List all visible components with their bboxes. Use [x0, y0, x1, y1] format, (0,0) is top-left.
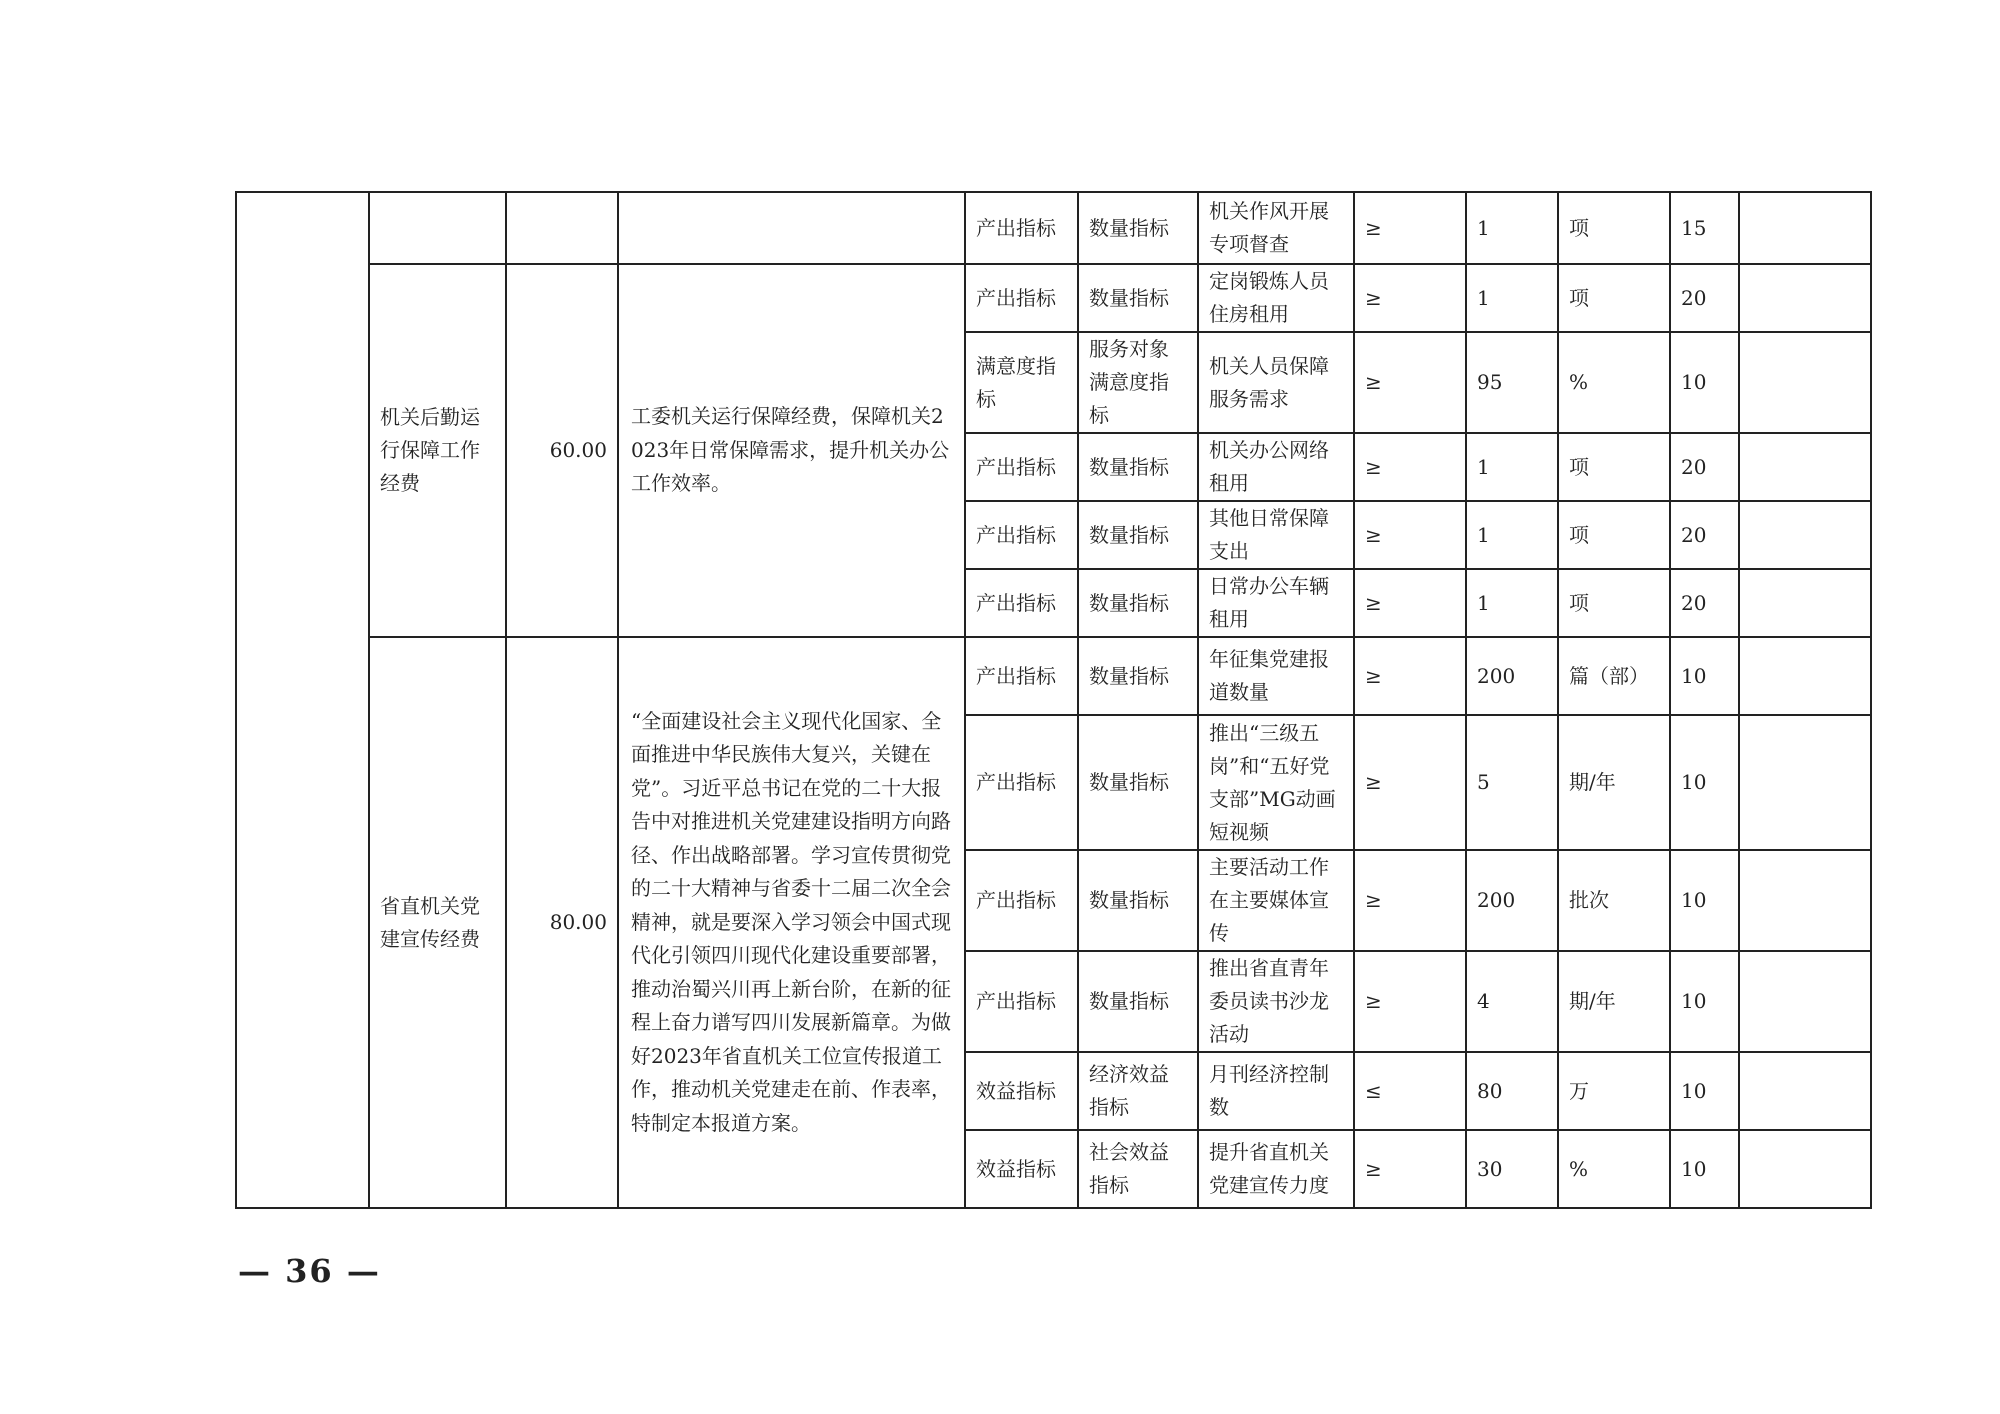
indicator-level3: 机关人员保障服务需求 — [1198, 332, 1354, 433]
remark — [1739, 433, 1871, 501]
performance-indicator-table — [235, 191, 1872, 1209]
score-weight: 10 — [1670, 1052, 1739, 1130]
indicator-level2: 数量指标 — [1078, 264, 1198, 332]
project-description: 工委机关运行保障经费，保障机关2023年日常保障需求，提升机关办公工作效率。 — [618, 264, 965, 637]
indicator-level2: 数量指标 — [1078, 951, 1198, 1052]
score-weight: 10 — [1670, 850, 1739, 951]
indicator-level1: 产出指标 — [965, 264, 1078, 332]
indicator-level2: 数量指标 — [1078, 433, 1198, 501]
indicator-row — [236, 192, 1871, 264]
indicator-level3: 提升省直机关党建宣传力度 — [1198, 1130, 1354, 1208]
indicator-level3: 其他日常保障支出 — [1198, 501, 1354, 569]
score-weight: 10 — [1670, 951, 1739, 1052]
remark — [1739, 569, 1871, 637]
remark — [1739, 850, 1871, 951]
indicator-level3: 机关作风开展专项督查 — [1198, 192, 1354, 264]
target-value: 200 — [1466, 637, 1558, 715]
project-amount: 80.00 — [506, 637, 618, 1208]
remark — [1739, 332, 1871, 433]
target-value: 1 — [1466, 569, 1558, 637]
target-value: 80 — [1466, 1052, 1558, 1130]
remark — [1739, 951, 1871, 1052]
target-value: 4 — [1466, 951, 1558, 1052]
indicator-level3: 定岗锻炼人员住房租用 — [1198, 264, 1354, 332]
target-value: 30 — [1466, 1130, 1558, 1208]
target-value: 1 — [1466, 501, 1558, 569]
target-value: 1 — [1466, 264, 1558, 332]
indicator-level2: 服务对象满意度指标 — [1078, 332, 1198, 433]
measure-unit: 项 — [1558, 192, 1670, 264]
target-value: 1 — [1466, 433, 1558, 501]
measure-unit: 项 — [1558, 433, 1670, 501]
score-weight: 20 — [1670, 264, 1739, 332]
comparison-operator: ≥ — [1354, 637, 1466, 715]
indicator-level1: 产出指标 — [965, 850, 1078, 951]
comparison-operator: ≥ — [1354, 1130, 1466, 1208]
indicator-level2: 数量指标 — [1078, 192, 1198, 264]
target-value: 5 — [1466, 715, 1558, 850]
indicator-level3: 年征集党建报道数量 — [1198, 637, 1354, 715]
score-weight: 10 — [1670, 332, 1739, 433]
measure-unit: 期/年 — [1558, 715, 1670, 850]
project-name — [369, 192, 506, 264]
indicator-level2: 社会效益指标 — [1078, 1130, 1198, 1208]
comparison-operator: ≥ — [1354, 264, 1466, 332]
score-weight: 10 — [1670, 1130, 1739, 1208]
indicator-row — [236, 264, 1871, 332]
indicator-level2: 数量指标 — [1078, 501, 1198, 569]
indicator-level3: 机关办公网络租用 — [1198, 433, 1354, 501]
measure-unit: % — [1558, 332, 1670, 433]
score-weight: 10 — [1670, 715, 1739, 850]
measure-unit: 万 — [1558, 1052, 1670, 1130]
indicator-level3: 推出“三级五岗”和“五好党支部”MG动画短视频 — [1198, 715, 1354, 850]
comparison-operator: ≥ — [1354, 951, 1466, 1052]
indicator-level3: 主要活动工作在主要媒体宣传 — [1198, 850, 1354, 951]
indicator-level1: 产出指标 — [965, 951, 1078, 1052]
project-description — [618, 192, 965, 264]
remark — [1739, 1052, 1871, 1130]
project-amount — [506, 192, 618, 264]
indicator-level1: 产出指标 — [965, 433, 1078, 501]
target-value: 95 — [1466, 332, 1558, 433]
indicator-level2: 数量指标 — [1078, 569, 1198, 637]
measure-unit: % — [1558, 1130, 1670, 1208]
department-cell — [236, 192, 369, 1208]
score-weight: 20 — [1670, 569, 1739, 637]
measure-unit: 篇（部） — [1558, 637, 1670, 715]
indicator-level3: 推出省直青年委员读书沙龙活动 — [1198, 951, 1354, 1052]
project-description: “全面建设社会主义现代化国家、全面推进中华民族伟大复兴，关键在党”。习近平总书记在党的二十大报告中对推进机关党建建设指明方向路径、作出战略部署。学习宣传贯彻党的二十大精神与省委十二届二次全会精神，就是要深入学习领会中国式现代化引领四川现代化建设重要部署，推动治蜀兴川再上新台阶，在新的征程上奋力谱写四川发展新篇章。为做好2023年省直机关工位宣传报道工作，推动机关党建走在前、作表率，特制定本报道方案。 — [618, 637, 965, 1208]
indicator-level1: 效益指标 — [965, 1052, 1078, 1130]
comparison-operator: ≥ — [1354, 501, 1466, 569]
indicator-level2: 数量指标 — [1078, 850, 1198, 951]
project-name: 机关后勤运行保障工作经费 — [369, 264, 506, 637]
remark — [1739, 715, 1871, 850]
indicator-level1: 产出指标 — [965, 501, 1078, 569]
score-weight: 20 — [1670, 433, 1739, 501]
indicator-level2: 经济效益指标 — [1078, 1052, 1198, 1130]
target-value: 200 — [1466, 850, 1558, 951]
comparison-operator: ≥ — [1354, 850, 1466, 951]
project-amount: 60.00 — [506, 264, 618, 637]
measure-unit: 项 — [1558, 569, 1670, 637]
project-name: 省直机关党建宣传经费 — [369, 637, 506, 1208]
measure-unit: 项 — [1558, 501, 1670, 569]
indicator-level1: 满意度指标 — [965, 332, 1078, 433]
indicator-level2: 数量指标 — [1078, 637, 1198, 715]
comparison-operator: ≥ — [1354, 332, 1466, 433]
remark — [1739, 501, 1871, 569]
target-value: 1 — [1466, 192, 1558, 264]
remark — [1739, 264, 1871, 332]
remark — [1739, 1130, 1871, 1208]
remark — [1739, 637, 1871, 715]
comparison-operator: ≥ — [1354, 715, 1466, 850]
score-weight: 20 — [1670, 501, 1739, 569]
indicator-level3: 月刊经济控制数 — [1198, 1052, 1354, 1130]
indicator-level1: 产出指标 — [965, 637, 1078, 715]
page-number: — 36 — — [238, 1252, 381, 1290]
remark — [1739, 192, 1871, 264]
comparison-operator: ≥ — [1354, 569, 1466, 637]
measure-unit: 批次 — [1558, 850, 1670, 951]
score-weight: 10 — [1670, 637, 1739, 715]
indicator-row — [236, 637, 1871, 715]
measure-unit: 期/年 — [1558, 951, 1670, 1052]
indicator-level3: 日常办公车辆租用 — [1198, 569, 1354, 637]
indicator-level1: 产出指标 — [965, 569, 1078, 637]
comparison-operator: ≤ — [1354, 1052, 1466, 1130]
comparison-operator: ≥ — [1354, 192, 1466, 264]
comparison-operator: ≥ — [1354, 433, 1466, 501]
score-weight: 15 — [1670, 192, 1739, 264]
indicator-level1: 效益指标 — [965, 1130, 1078, 1208]
measure-unit: 项 — [1558, 264, 1670, 332]
indicator-level1: 产出指标 — [965, 715, 1078, 850]
indicator-level1: 产出指标 — [965, 192, 1078, 264]
indicator-level2: 数量指标 — [1078, 715, 1198, 850]
